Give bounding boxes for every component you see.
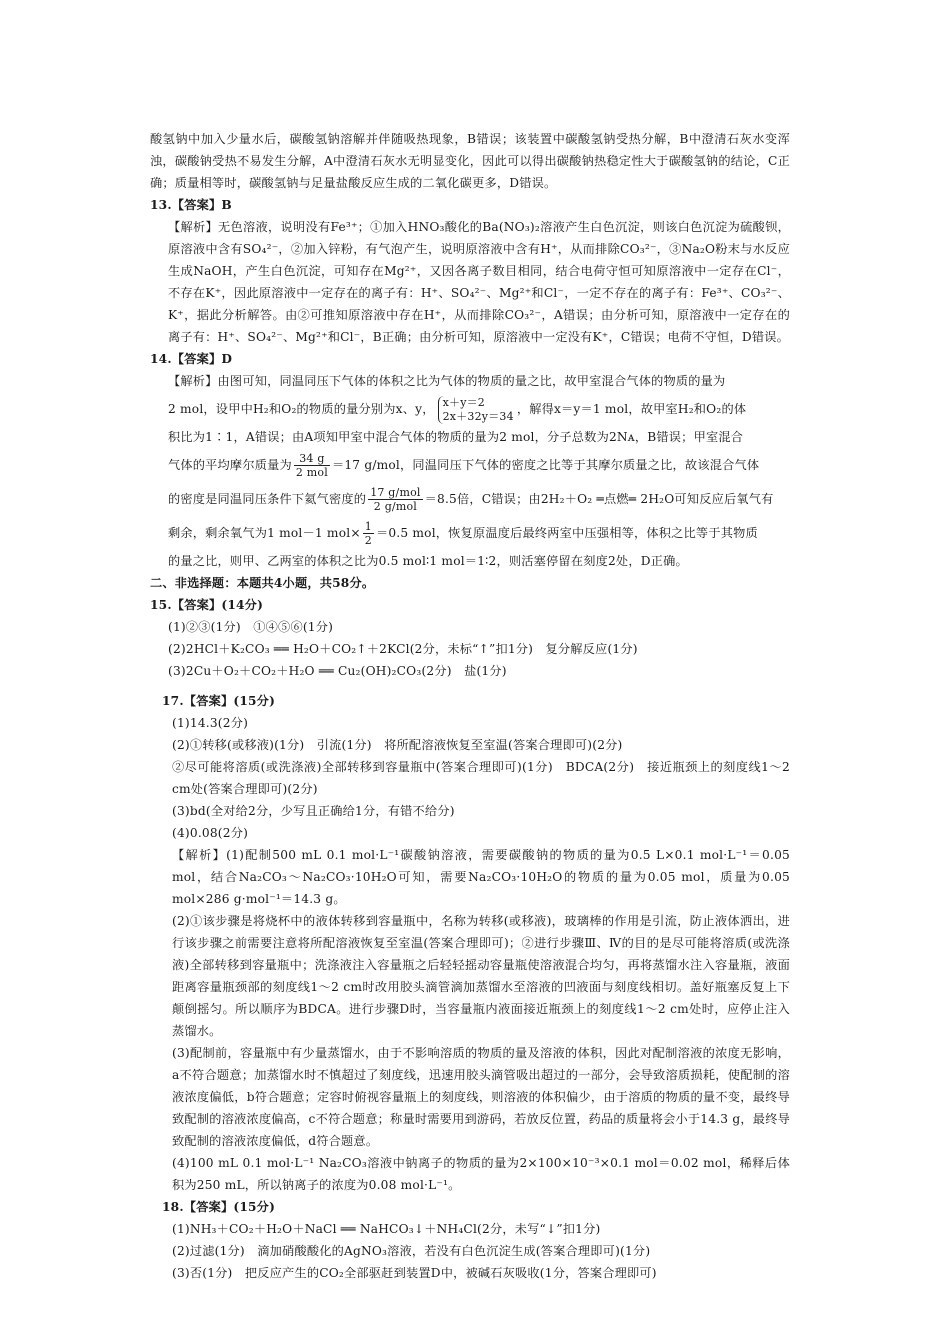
q14-line-6a: 剩余，剩余氧气为1 mol－1 mol× [168,526,361,540]
q14-line-2a: 2 mol，设甲中H₂和O₂的物质的量分别为x、y， [168,402,435,416]
q17-analysis-4: (4)100 mL 0.1 mol·L⁻¹ Na₂CO₃溶液中钠离子的物质的量为2×100×10⁻³×0.1 mol＝0.02 mol，稀释后体积为250 mL，所以钠离子的浓度为0.08 mol·L⁻¹。 [172,1156,790,1192]
q14-line-5 [168,482,790,516]
q14-answer: 14.【答案】D [150,352,233,366]
q14-line-4 [168,448,790,482]
q15-part-3: (3)2Cu＋O₂＋CO₂＋H₂O ══ Cu₂(OH)₂CO₃(2分) 盐(1分) [168,664,507,678]
q17-analysis-3: (3)配制前，容量瓶中有少量蒸馏水，由于不影响溶质的物质的量及溶液的体积，因此对配制溶液的浓度无影响，a不符合题意；加蒸馏水时不慎超过了刻度线，迅速用胶头滴管吸出超过的一部分，会导致溶质损耗，使配制的溶液浓度偏低，b符合题意；定容时俯视容量瓶上的刻度线，则溶液的体积偏少，由于溶质的物质的量不变，最终导致配制的溶液浓度偏高，c不符合题意；称量时需要用到游码，若放反位置，药品的质量将会小于14.3 g，最终导致配制的溶液浓度偏低，d符合题意。 [172,1046,790,1148]
q14-analysis [150,370,790,572]
fraction-numerator: 1 [364,520,372,533]
q13-answer: 13.【答案】B [150,198,232,212]
fraction-denominator: 2 mol [295,466,328,479]
q14-line-2 [168,392,790,426]
equation-2: 2x＋32y＝34 [442,409,514,423]
q17-part-3: (3)bd(全对给2分，少写且正确给1分，有错不给分) [172,804,455,818]
q18-part-2: (2)过滤(1分) 滴加硝酸酸化的AgNO₃溶液，若没有白色沉淀生成(答案合理即可)(1分) [172,1244,651,1258]
q13-analysis: 【解析】无色溶液，说明没有Fe³⁺；①加入HNO₃酸化的Ba(NO₃)₂溶液产生白色沉淀，则该白色沉淀为硫酸钡，原溶液中含有SO₄²⁻，②加入锌粉，有气泡产生，说明原溶液中含有H⁺，从而排除CO₃²⁻，③Na₂O粉末与水反应生成NaOH，产生白色沉淀，可知存在Mg²⁺，又因各离子数目相同，结合电荷守恒可知原溶液中一定存在Cl⁻，不存在K⁺，因此原溶液中一定存在的离子有：H⁺、SO₄²⁻、Mg²⁺和Cl⁻，一定不存在的离子有：Fe³⁺、CO₃²⁻、K⁺，据此分析解答。由②可推知原溶液中存在H⁺，从而排除CO₃²⁻，A错误；由分析可知，原溶液中一定存在的离子有：H⁺、SO₄²⁻、Mg²⁺和Cl⁻，B正确；由分析可知，原溶液中一定没有K⁺，C错误；电荷不守恒，D错误。 [168,220,790,344]
q17-analysis-1: 【解析】(1)配制500 mL 0.1 mol·L⁻¹碳酸钠溶液，需要碳酸钠的物质的量为0.5 L×0.1 mol·L⁻¹＝0.05 mol，结合Na₂CO₃～Na₂CO₃·10H₂O可知，需要Na₂CO₃·10H₂O的物质的量为0.05 mol，质量为0.05 mol×286 g·mol⁻¹＝14.3 g。 [172,848,790,906]
fraction-numerator: 34 g [294,452,330,466]
q15-part-1: (1)②③(1分) ①④⑤⑥(1分) [168,620,334,634]
section-heading: 二、非选择题：本题共4小题，共58分。 [150,576,375,590]
fraction-numerator: 17 g/mol [370,486,421,499]
q18-part-1: (1)NH₃＋CO₂＋H₂O＋NaCl ══ NaHCO₃↓＋NH₄Cl(2分，未写“↓”扣1分) [172,1222,601,1236]
molar-mass-fraction [294,452,330,479]
q15-part-2: (2)2HCl＋K₂CO₃ ══ H₂O＋CO₂↑＋2KCl(2分，未标“↑”扣1分) 复分解反应(1分) [168,642,638,656]
equation-1: x＋y＝2 [442,395,486,409]
q17-answer: 17.【答案】(15分) [162,694,276,708]
fraction-denominator: 2 g/mol [373,500,418,513]
q17-part-1: (1)14.3(2分) [172,716,249,730]
q14-line-3: 积比为1∶1，A错误；由A项知甲室中混合气体的物质的量为2 mol，分子总数为2Nᴀ，B错误；甲室混合 [168,430,744,444]
q17-part-4: (4)0.08(2分) [172,826,249,840]
q18-part-3: (3)否(1分) 把反应产生的CO₂全部驱赶到装置D中，被碱石灰吸收(1分，答案合理即可) [172,1266,657,1280]
q17-part-2b: ②尽可能将溶质(或洗涤液)全部转移到容量瓶中(答案合理即可)(1分) BDCA(2分) 接近瓶颈上的刻度线1～2 cm处(答案合理即可)(2分) [172,760,790,796]
q14-line-5b: ＝8.5倍，C错误；由2H₂＋O₂ ═点燃═ 2H₂O可知反应后氧气有 [424,492,774,506]
intro-paragraph: 酸氢钠中加入少量水后，碳酸氢钠溶解并伴随吸热现象，B错误；该装置中碳酸氢钠受热分解，B中澄清石灰水变浑浊，碳酸钠受热不易发生分解，A中澄清石灰水无明显变化，因此可以得出碳酸钠热稳定性大于碳酸氢钠的结论，C正确；质量相等时，碳酸氢钠与足量盐酸反应生成的二氧化碳更多，D错误。 [150,132,790,190]
q18-answer: 18.【答案】(15分) [162,1200,276,1214]
q14-line-7: 的量之比，则甲、乙两室的体积之比为0.5 mol∶1 mol＝1∶2，则活塞停留在刻度2处，D正确。 [168,554,688,568]
q17-part-2a: (2)①转移(或移液)(1分) 引流(1分) 将所配溶液恢复至室温(答案合理即可)(2分) [172,738,623,752]
q14-line-4a: 气体的平均摩尔质量为 [168,458,292,472]
q14-line-6 [168,516,790,550]
equation-system [438,396,514,424]
q14-line-4b: ＝17 g/mol，同温同压下气体的密度之比等于其摩尔质量之比，故该混合气体 [331,458,760,472]
fraction-denominator: 2 [364,534,372,547]
q14-line-1: 【解析】由图可知，同温同压下气体的体积之比为气体的物质的量之比，故甲室混合气体的物质的量为 [168,374,726,388]
density-ratio-fraction [368,486,422,513]
answer-key-body [150,128,790,1284]
q15-answer: 15.【答案】(14分) [150,598,264,612]
half-fraction [363,520,374,547]
q14-line-5a: 的密度是同温同压条件下氦气密度的 [168,492,367,506]
q14-line-6b: ＝0.5 mol，恢复原温度后最终两室中压强相等，体积之比等于其物质 [375,526,758,540]
q17-analysis-2: (2)①该步骤是将烧杯中的液体转移到容量瓶中，名称为转移(或移液)，玻璃棒的作用是引流，防止液体洒出，进行该步骤之前需要注意将所配溶液恢复至室温(答案合理即可)；②进行步骤Ⅲ、Ⅳ的目的是尽可能将溶质(或洗涤液)全部转移到容量瓶中；洗涤液注入容量瓶之后轻轻摇动容量瓶使溶液混合均匀，再将蒸馏水注入容量瓶，液面距离容量瓶颈部的刻度线1～2 cm时改用胶头滴管滴加蒸馏水至溶液的凹液面与刻度线相切。盖好瓶塞反复上下颠倒摇匀。所以顺序为BDCA。进行步骤D时，当容量瓶内液面接近瓶颈上的刻度线1～2 cm处时，应停止注入蒸馏水。 [172,914,790,1038]
q14-line-2b: ，解得x＝y＝1 mol，故甲室H₂和O₂的体 [516,402,747,416]
